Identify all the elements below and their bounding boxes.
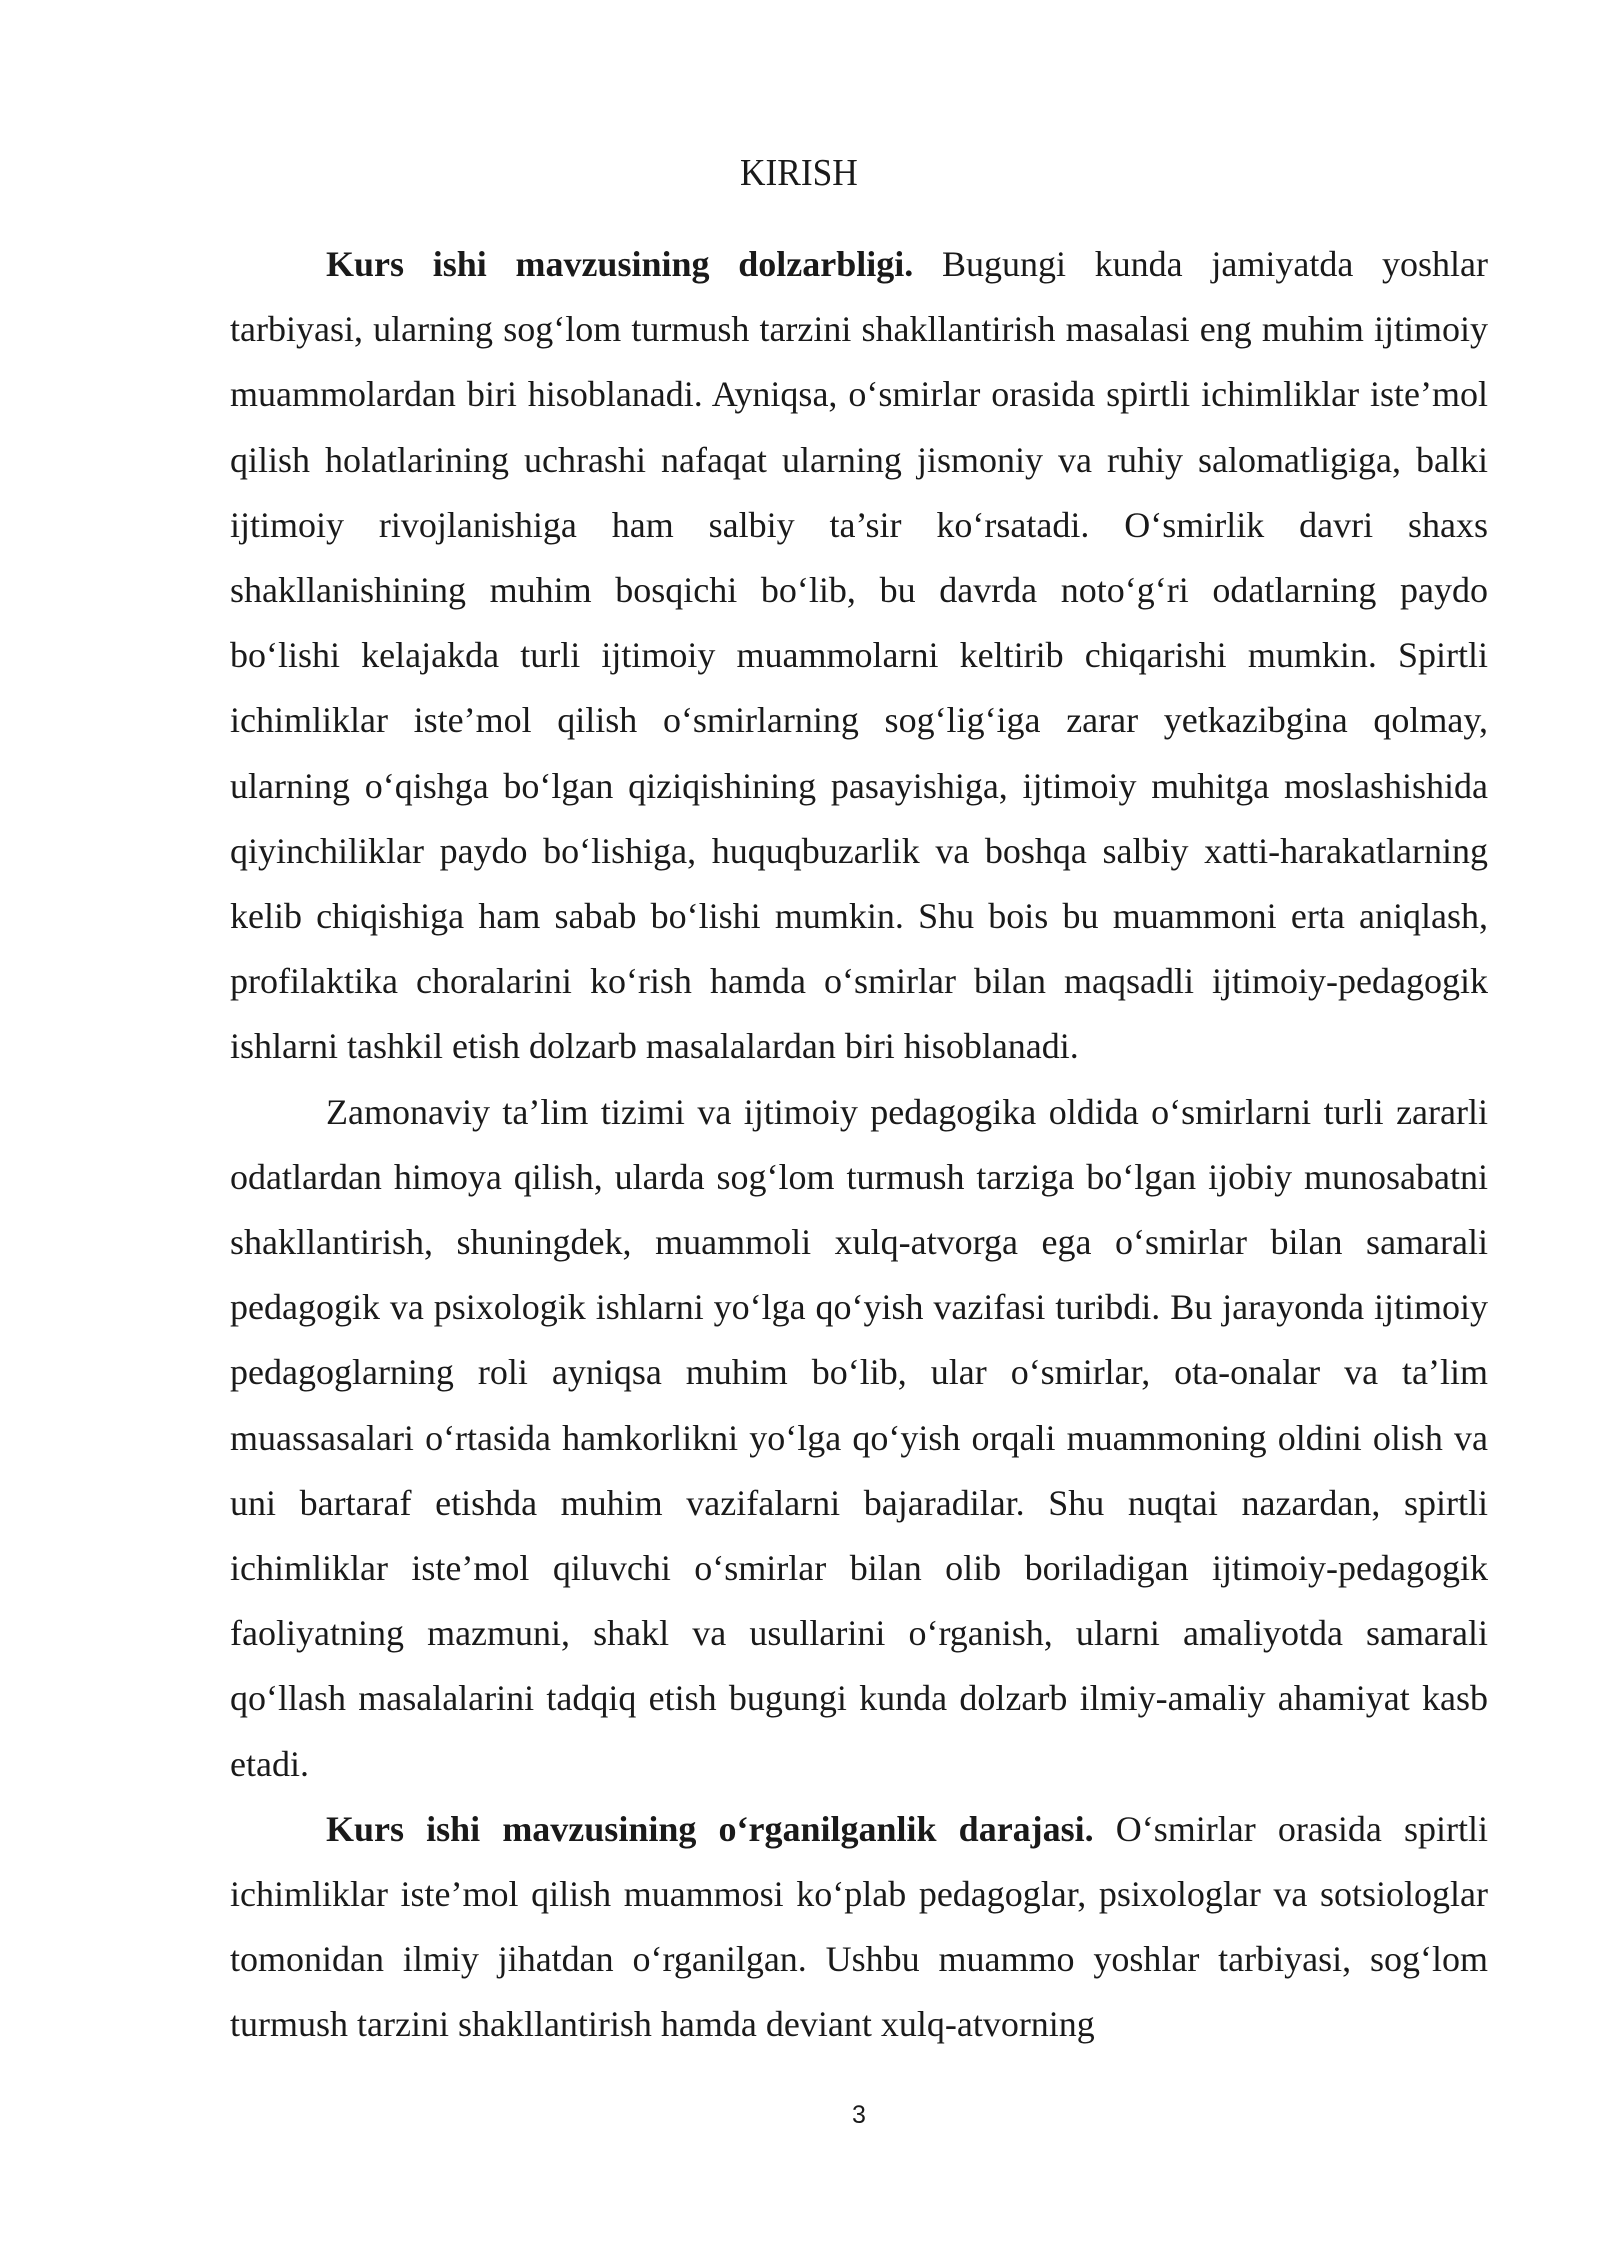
paragraph-text: O‘smirlar orasida spirtli ichimliklar iste’mol qilish muammosi ko‘plab pedagoglar, psixologlar va sotsiologlar tomonidan ilmiy jihatdan o‘rganilgan. Ushbu muammo yoshlar tarbiyasi, sog‘lom turmush tarzini shakllantirish hamda deviant xulq-atvorning <box>230 1808 1488 2045</box>
paragraph-degree-of-study <box>230 1797 1488 2058</box>
paragraph-text: Zamonaviy ta’lim tizimi va ijtimoiy pedagogika oldida o‘smirlarni turli zararli odatlardan himoya qilish, ularda sog‘lom turmush tarziga bo‘lgan ijobiy munosabatni shakllantirish, shuningdek, muammoli xulq-atvorga ega o‘smirlar bilan samarali pedagogik va psixologik ishlarni yo‘lga qo‘yish vazifasi turibdi. Bu jarayonda ijtimoiy pedagoglarning roli ayniqsa muhim bo‘lib, ular o‘smirlar, ota-onalar va ta’lim muassasalari o‘rtasida hamkorlikni yo‘lga qo‘yish orqali muammoning oldini olish va uni bartaraf etishda muhim vazifalarni bajaradilar. Shu nuqtai nazardan, spirtli ichimliklar iste’mol qiluvchi o‘smirlar bilan olib boriladigan ijtimoiy-pedagogik faoliyatning mazmuni, shakl va usullarini o‘rganish, ularni amaliyotda samarali qo‘llash masalalarini tadqiq etish bugungi kunda dolzarb ilmiy-amaliy ahamiyat kasb etadi. <box>230 1091 1488 1784</box>
body-text <box>230 232 1488 2058</box>
paragraph-relevance <box>230 232 1488 1080</box>
paragraph-modern-education <box>230 1080 1488 1797</box>
paragraph-lead: Kurs ishi mavzusining o‘rganilganlik darajasi. <box>326 1808 1094 1849</box>
section-heading: KIRISH <box>739 152 858 194</box>
paragraph-lead: Kurs ishi mavzusining dolzarbligi. <box>326 244 914 284</box>
page-number: 3 <box>852 2101 866 2129</box>
paragraph-text: Bugungi kunda jamiyatda yoshlar tarbiyasi, ularning sog‘lom turmush tarzini shakllantirish masalasi eng muhim ijtimoiy muammolardan biri hisoblanadi. Ayniqsa, o‘smirlar orasida spirtli ichimliklar iste’mol qilish holatlarining uchrashi nafaqat ularning jismoniy va ruhiy salomatligiga, balki ijtimoiy rivojlanishiga ham salbiy ta’sir ko‘rsatadi. O‘smirlik davri shaxs shakllanishining muhim bosqichi bo‘lib, bu davrda noto‘g‘ri odatlarning paydo bo‘lishi kelajakda turli ijtimoiy muammolarni keltirib chiqarishi mumkin. Spirtli ichimliklar iste’mol qilish o‘smirlarning sog‘lig‘iga zarar yetkazibgina qolmay, ularning o‘qishga bo‘lgan qiziqishining pasayishiga, ijtimoiy muhitga moslashishida qiyinchiliklar paydo bo‘lishiga, huquqbuzarlik va boshqa salbiy xatti-harakatlarning kelib chiqishiga ham sabab bo‘lishi mumkin. Shu bois bu muammoni erta aniqlash, profilaktika choralarini ko‘rish hamda o‘smirlar bilan maqsadli ijtimoiy-pedagogik ishlarni tashkil etish dolzarb masalalardan biri hisoblanadi. <box>230 244 1488 1067</box>
